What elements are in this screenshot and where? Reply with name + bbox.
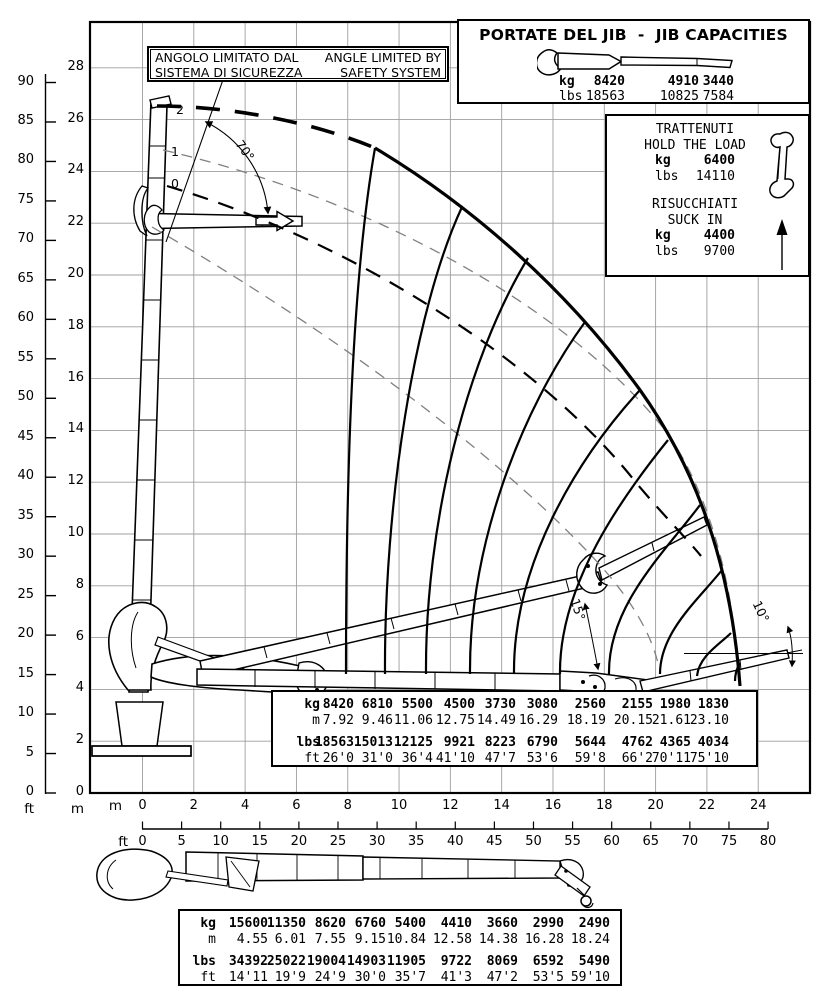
bottom-ft-tick-label: 30 bbox=[368, 834, 386, 849]
extension-mark-1: 1 bbox=[171, 144, 179, 159]
hold-kg-value: 6400 bbox=[703, 153, 735, 168]
left-ft-tick-label: 35 bbox=[17, 507, 34, 523]
table-cell: 35'7 bbox=[394, 970, 426, 985]
table-cell: 23.10 bbox=[689, 713, 729, 728]
left-ft-tick-label: 55 bbox=[17, 349, 34, 365]
table-cell: 47'2 bbox=[486, 970, 518, 985]
table-cell: 3660 bbox=[486, 916, 518, 931]
title-lbs-label: lbs bbox=[559, 89, 583, 104]
angle-15-label: 15° bbox=[567, 596, 589, 623]
table-cell: 9722 bbox=[440, 954, 472, 969]
table-cell: 11350 bbox=[266, 916, 306, 931]
left-m-tick-label: 24 bbox=[67, 162, 84, 178]
bottom-m-tick-label: 20 bbox=[647, 798, 664, 813]
left-ft-tick-label: 0 bbox=[25, 784, 34, 799]
left-m-tick-label: 0 bbox=[75, 784, 84, 799]
safety-limit-inner bbox=[150, 49, 446, 79]
table-row-label: kg bbox=[200, 916, 216, 931]
boom-capacity-table bbox=[178, 909, 622, 986]
table-cell: 21.61 bbox=[651, 713, 691, 728]
bottom-m-tick-label: 0 bbox=[138, 798, 147, 813]
bottom-ft-tick-label: 10 bbox=[212, 834, 229, 849]
bottom-base-bracket bbox=[226, 857, 259, 891]
table-cell: 9.46 bbox=[361, 713, 393, 728]
table-cell: 4365 bbox=[659, 735, 691, 750]
safety-text-english bbox=[325, 50, 441, 78]
safety-limit-box bbox=[147, 46, 449, 82]
bottom-m-tick-label: 10 bbox=[390, 798, 408, 813]
bottom-m-tick-label: 18 bbox=[596, 798, 613, 813]
table-cell: 9921 bbox=[443, 735, 475, 750]
suck-kg-value: 4400 bbox=[703, 228, 735, 243]
bottom-boom-1 bbox=[186, 852, 363, 881]
table-cell: 18563 bbox=[314, 735, 354, 750]
left-ft-tick-label: 15 bbox=[17, 665, 34, 681]
table-row-label: m bbox=[208, 932, 216, 947]
table-cell: 70'11 bbox=[651, 751, 691, 766]
left-ft-tick-label: 5 bbox=[25, 744, 34, 760]
table-cell: 2490 bbox=[578, 916, 610, 931]
table-cell: 3080 bbox=[526, 697, 558, 712]
bottom-ft-tick-label: 40 bbox=[447, 834, 464, 849]
table-cell: 11905 bbox=[386, 954, 426, 969]
table-cell: 6790 bbox=[526, 735, 558, 750]
extension-mark-0: 0 bbox=[171, 176, 179, 191]
table-cell: 75'10 bbox=[689, 751, 729, 766]
table-cell: 19004 bbox=[306, 954, 346, 969]
hold-lbs-value: 14110 bbox=[695, 168, 735, 184]
table-cell: 5500 bbox=[401, 697, 433, 712]
table-cell: 4500 bbox=[443, 697, 475, 712]
table-row-label: m bbox=[312, 713, 320, 728]
hold-suck-icons bbox=[762, 126, 802, 276]
bottom-ft-tick-label: 65 bbox=[642, 834, 660, 849]
table-cell: 2990 bbox=[532, 916, 564, 931]
hold-label-en: HOLD THE LOAD bbox=[644, 137, 746, 153]
table-cell: 14.38 bbox=[478, 932, 518, 947]
bottom-ft-tick-label: 15 bbox=[251, 834, 269, 849]
table-cell: 16.29 bbox=[518, 713, 558, 728]
extension-mark-2: 2 bbox=[176, 102, 184, 117]
bottom-ft-tick-label: 75 bbox=[720, 834, 738, 849]
table-cell: 3730 bbox=[484, 697, 516, 712]
table-cell: 8420 bbox=[322, 697, 354, 712]
left-ft-tick-label: 80 bbox=[17, 152, 34, 168]
table-cell: 2560 bbox=[574, 697, 606, 712]
angle-10-label: 10° bbox=[749, 598, 773, 625]
safety-en-line1: ANGLE LIMITED BY bbox=[324, 50, 441, 65]
left-ft-tick-label: 75 bbox=[17, 191, 34, 207]
bottom-m-tick-label: 16 bbox=[544, 798, 562, 813]
base-pedestal bbox=[116, 702, 163, 746]
hook-icon bbox=[770, 132, 794, 197]
title-lbs-2: 10825 bbox=[659, 89, 699, 104]
title-kg-label: kg bbox=[559, 74, 575, 89]
table-cell: 6760 bbox=[354, 916, 386, 931]
table-cell: 19'9 bbox=[274, 970, 306, 985]
hold-kg-row bbox=[655, 153, 735, 169]
bottom-ft-tick-label: 50 bbox=[525, 834, 542, 849]
left-m-tick-label: 6 bbox=[75, 628, 84, 644]
title-lbs-1: 18563 bbox=[585, 89, 625, 104]
safety-it-line1: ANGOLO LIMITATO DAL bbox=[155, 50, 299, 65]
table-cell: 12125 bbox=[393, 735, 433, 750]
table-cell: 4.55 bbox=[236, 932, 268, 947]
table-cell: 15013 bbox=[353, 735, 393, 750]
table-row-label: ft bbox=[304, 751, 320, 766]
table-cell: 7.92 bbox=[322, 713, 354, 728]
table-cell: 18.24 bbox=[570, 932, 610, 947]
table-cell: 14903 bbox=[346, 954, 386, 969]
table-cell: 47'7 bbox=[484, 751, 516, 766]
table-cell: 5644 bbox=[574, 735, 606, 750]
table-cell: 4762 bbox=[621, 735, 653, 750]
table-cell: 14'11 bbox=[228, 970, 268, 985]
bottom-ft-tick-label: 80 bbox=[759, 834, 777, 849]
bottom-ft-tick-label: 25 bbox=[329, 834, 347, 849]
table-cell: 1980 bbox=[659, 697, 691, 712]
table-cell: 36'4 bbox=[401, 751, 433, 766]
angle-10-jib-line bbox=[787, 650, 802, 653]
table-cell: 6810 bbox=[361, 697, 393, 712]
table-cell: 34392 bbox=[228, 954, 268, 969]
bottom-m-tick-label: 8 bbox=[343, 798, 352, 813]
left-ft-tick-label: 65 bbox=[17, 270, 34, 286]
bottom-m-tick-label: 12 bbox=[442, 798, 459, 813]
bottom-m-tick-label: 6 bbox=[292, 798, 301, 813]
left-m-tick-label: 4 bbox=[75, 680, 84, 696]
suck-label-en: SUCK IN bbox=[667, 212, 723, 228]
safety-it-line2: SISTEMA DI SICUREZZA bbox=[155, 65, 303, 80]
left-ft-tick-label: 45 bbox=[17, 428, 34, 444]
left-m-tick-label: 8 bbox=[75, 576, 84, 592]
table-cell: 26'0 bbox=[322, 751, 354, 766]
angle-15-arc bbox=[585, 604, 598, 669]
table-cell: 66'2 bbox=[621, 751, 653, 766]
bottom-axis-m-unit: m bbox=[108, 798, 122, 814]
hold-lbs-row bbox=[655, 169, 735, 185]
bottom-ft-tick-label: 60 bbox=[603, 834, 620, 849]
table-cell: 59'8 bbox=[574, 751, 606, 766]
table-cell: 30'0 bbox=[354, 970, 386, 985]
table-cell: 4410 bbox=[440, 916, 472, 931]
table-cell: 2155 bbox=[621, 697, 653, 712]
jib-capacities-title-box bbox=[457, 19, 810, 104]
limited-angle-dashed bbox=[157, 106, 375, 148]
bottom-base bbox=[97, 849, 172, 900]
safety-text-italian bbox=[155, 50, 302, 78]
table-cell: 8223 bbox=[484, 735, 516, 750]
hold-lbs-label: lbs bbox=[655, 168, 679, 184]
hold-suck-box bbox=[605, 114, 810, 277]
left-m-tick-label: 20 bbox=[67, 266, 84, 281]
left-m-tick-label: 26 bbox=[67, 110, 84, 126]
left-m-tick-label: 16 bbox=[67, 369, 84, 385]
crane-illustration bbox=[92, 96, 328, 756]
table-cell: 12.58 bbox=[432, 932, 472, 947]
table-cell: 7.55 bbox=[314, 932, 346, 947]
jib-icon bbox=[537, 45, 737, 77]
suck-kg-label: kg bbox=[655, 228, 671, 243]
angle-70-label: 70° bbox=[232, 137, 258, 164]
bottom-ft-tick-label: 70 bbox=[681, 834, 699, 849]
title-kg-2: 4910 bbox=[667, 74, 699, 89]
left-ft-tick-label: 60 bbox=[17, 310, 34, 326]
tip-path-gray-2 bbox=[152, 227, 659, 668]
table-cell: 4034 bbox=[697, 735, 729, 750]
bottom-ft-tick-label: 55 bbox=[564, 834, 581, 849]
left-ft-tick-label: 30 bbox=[17, 547, 34, 563]
table-cell: 15600 bbox=[228, 916, 268, 931]
bottom-axis-ft-unit: ft bbox=[118, 834, 128, 850]
hold-kg-label: kg bbox=[655, 153, 671, 168]
left-ft-tick-label: 10 bbox=[17, 705, 34, 721]
left-axis-ft-unit: ft bbox=[24, 801, 34, 817]
table-cell: 41'3 bbox=[440, 970, 472, 985]
table-cell: 25022 bbox=[266, 954, 306, 969]
table-cell: 6592 bbox=[532, 954, 564, 969]
bottom-ft-tick-label: 45 bbox=[486, 834, 503, 849]
left-m-tick-label: 12 bbox=[67, 473, 84, 489]
table-cell: 53'5 bbox=[532, 970, 564, 985]
table-cell: 5400 bbox=[394, 916, 426, 931]
table-cell: 5490 bbox=[578, 954, 610, 969]
left-m-tick-label: 10 bbox=[67, 525, 84, 540]
table-cell: 18.19 bbox=[566, 713, 606, 728]
left-ft-tick-label: 85 bbox=[17, 112, 34, 128]
title-lbs-3: 7584 bbox=[702, 89, 734, 104]
hold-label-it: TRATTENUTI bbox=[655, 122, 735, 137]
left-ft-tick-label: 70 bbox=[17, 231, 34, 247]
bottom-ft-tick-label: 0 bbox=[138, 834, 147, 849]
title-kg-1: 8420 bbox=[593, 74, 625, 89]
angle-70-arc bbox=[206, 122, 268, 213]
base-plate bbox=[92, 746, 191, 756]
safety-en-line2: SAFETY SYSTEM bbox=[340, 65, 441, 80]
left-axis-m-unit: m bbox=[70, 801, 84, 817]
table-cell: 20.15 bbox=[613, 713, 653, 728]
table-cell: 1830 bbox=[697, 697, 729, 712]
table-cell: 59'10 bbox=[570, 970, 610, 985]
table-cell: 41'10 bbox=[435, 751, 475, 766]
table-cell: 53'6 bbox=[526, 751, 558, 766]
table-cell: 24'9 bbox=[314, 970, 346, 985]
left-m-tick-label: 22 bbox=[67, 214, 84, 230]
jib-arrow-icon bbox=[256, 212, 293, 231]
table-row-label: lbs bbox=[296, 735, 320, 750]
left-ft-tick-label: 20 bbox=[17, 626, 34, 642]
table-cell: 6.01 bbox=[274, 932, 306, 947]
bottom-ft-tick-label: 20 bbox=[290, 834, 308, 849]
left-ft-tick-label: 50 bbox=[17, 389, 34, 405]
bottom-m-tick-label: 24 bbox=[749, 798, 767, 813]
left-m-tick-label: 14 bbox=[67, 421, 84, 437]
suck-lbs-label: lbs bbox=[655, 243, 679, 259]
left-ft-tick-label: 25 bbox=[17, 586, 34, 602]
left-m-tick-label: 28 bbox=[67, 58, 84, 74]
suck-lbs-value: 9700 bbox=[703, 243, 735, 259]
left-m-tick-label: 18 bbox=[67, 317, 84, 333]
table-cell: 8069 bbox=[486, 954, 518, 969]
suck-lbs-row bbox=[655, 244, 735, 260]
jib-capacity-table bbox=[271, 690, 758, 767]
table-row-label: lbs bbox=[192, 954, 216, 969]
bottom-m-tick-label: 2 bbox=[189, 798, 198, 813]
table-row-label: ft bbox=[200, 970, 216, 985]
table-cell: 12.75 bbox=[435, 713, 475, 728]
title-kg-3: 3440 bbox=[702, 74, 734, 89]
table-cell: 10.84 bbox=[386, 932, 426, 947]
bottom-ft-tick-label: 5 bbox=[177, 834, 186, 849]
suck-kg-row bbox=[655, 228, 735, 244]
page-title: PORTATE DEL JIB - JIB CAPACITIES bbox=[479, 26, 788, 44]
boom-15deg bbox=[200, 572, 602, 677]
bottom-hook-icon bbox=[581, 896, 591, 906]
angle-10-arc bbox=[788, 627, 792, 666]
bottom-m-tick-label: 22 bbox=[698, 798, 716, 813]
table-cell: 14.49 bbox=[476, 713, 516, 728]
table-cell: 31'0 bbox=[361, 751, 393, 766]
table-cell: 16.28 bbox=[524, 932, 564, 947]
table-cell: 8620 bbox=[314, 916, 346, 931]
hold-suck-text bbox=[611, 122, 779, 259]
bottom-ft-tick-label: 35 bbox=[407, 834, 425, 849]
bottom-crane-illustration bbox=[97, 849, 593, 907]
left-ft-tick-label: 90 bbox=[17, 73, 34, 89]
bottom-boom-2 bbox=[363, 857, 560, 879]
left-m-tick-label: 2 bbox=[75, 732, 84, 748]
table-row-label: kg bbox=[304, 697, 320, 712]
table-cell: 11.06 bbox=[393, 713, 433, 728]
bottom-m-tick-label: 14 bbox=[493, 798, 510, 813]
suck-label-it: RISUCCHIATI bbox=[651, 197, 739, 212]
bottom-m-tick-label: 4 bbox=[240, 798, 250, 813]
table-cell: 9.15 bbox=[354, 932, 386, 947]
left-ft-tick-label: 40 bbox=[17, 468, 34, 484]
